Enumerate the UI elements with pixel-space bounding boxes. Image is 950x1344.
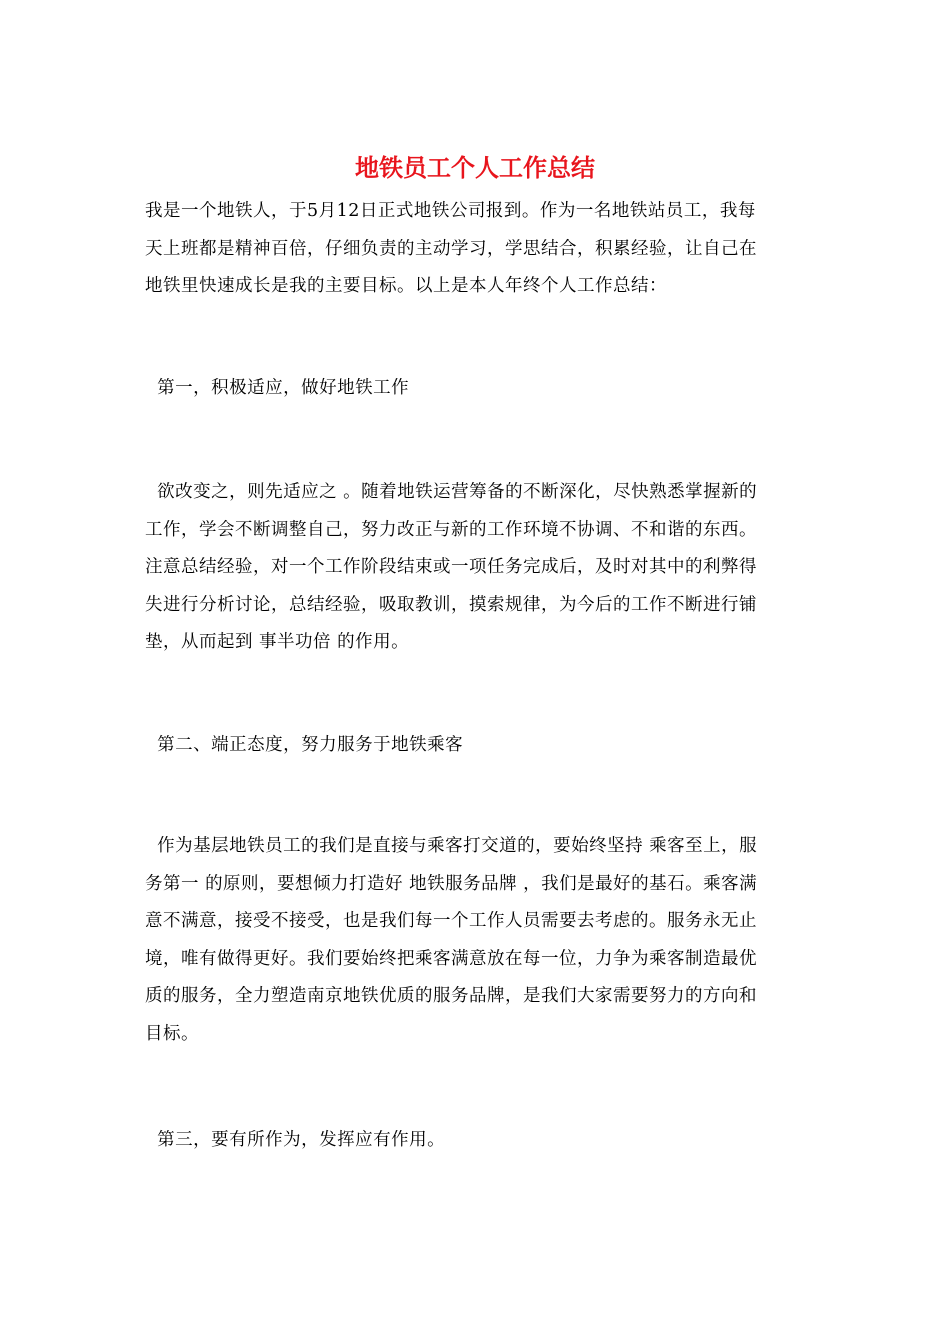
section-1-paragraph <box>145 474 805 662</box>
paragraph-line: 欲改变之，则先适应之 。随着地铁运营筹备的不断深化，尽快熟悉掌握新的 <box>145 482 758 502</box>
paragraph-line: 作为基层地铁员工的我们是直接与乘客打交道的，要始终坚持 乘客至上，服 <box>145 836 758 856</box>
section-heading-2: 第二、端正态度，努力服务于地铁乘客 <box>145 735 464 755</box>
paragraph-line: 意不满意，接受不接受，也是我们每一个工作人员需要去考虑的。服务永无止 <box>145 911 757 932</box>
paragraph-line: 目标。 <box>145 1023 199 1044</box>
paragraph-line: 质的服务，全力塑造南京地铁优质的服务品牌，是我们大家需要努力的方向和 <box>145 986 757 1007</box>
paragraph-line: 境，唯有做得更好。我们要始终把乘客满意放在每一位，力争为乘客制造最优 <box>145 948 757 969</box>
section-heading-3: 第三，要有所作为，发挥应有作用。 <box>145 1130 446 1150</box>
document-title: 地铁员工个人工作总结 <box>355 153 595 182</box>
paragraph-line: 失进行分析讨论，总结经验，吸取教训，摸索规律，为今后的工作不断进行铺 <box>145 594 757 615</box>
intro-paragraph <box>145 193 805 306</box>
paragraph-line: 工作，学会不断调整自己，努力改正与新的工作环境不协调、不和谐的东西。 <box>145 519 757 540</box>
paragraph-line: 注意总结经验，对一个工作阶段结束或一项任务完成后，及时对其中的利弊得 <box>145 557 757 578</box>
intro-line: 我是一个地铁人，于5月12日正式地铁公司报到。作为一名地铁站员工，我每 <box>145 201 756 221</box>
paragraph-line: 垫，从而起到 事半功倍 的作用。 <box>145 632 410 653</box>
intro-line: 地铁里快速成长是我的主要目标。以上是本人年终个人工作总结： <box>145 276 667 297</box>
section-2-paragraph <box>145 828 805 1054</box>
section-heading-1: 第一，积极适应，做好地铁工作 <box>145 378 410 398</box>
paragraph-line: 务第一 的原则，要想倾力打造好 地铁服务品牌 ，我们是最好的基石。乘客满 <box>145 873 758 894</box>
intro-line: 天上班都是精神百倍，仔细负责的主动学习，学思结合，积累经验，让自己在 <box>145 238 757 259</box>
